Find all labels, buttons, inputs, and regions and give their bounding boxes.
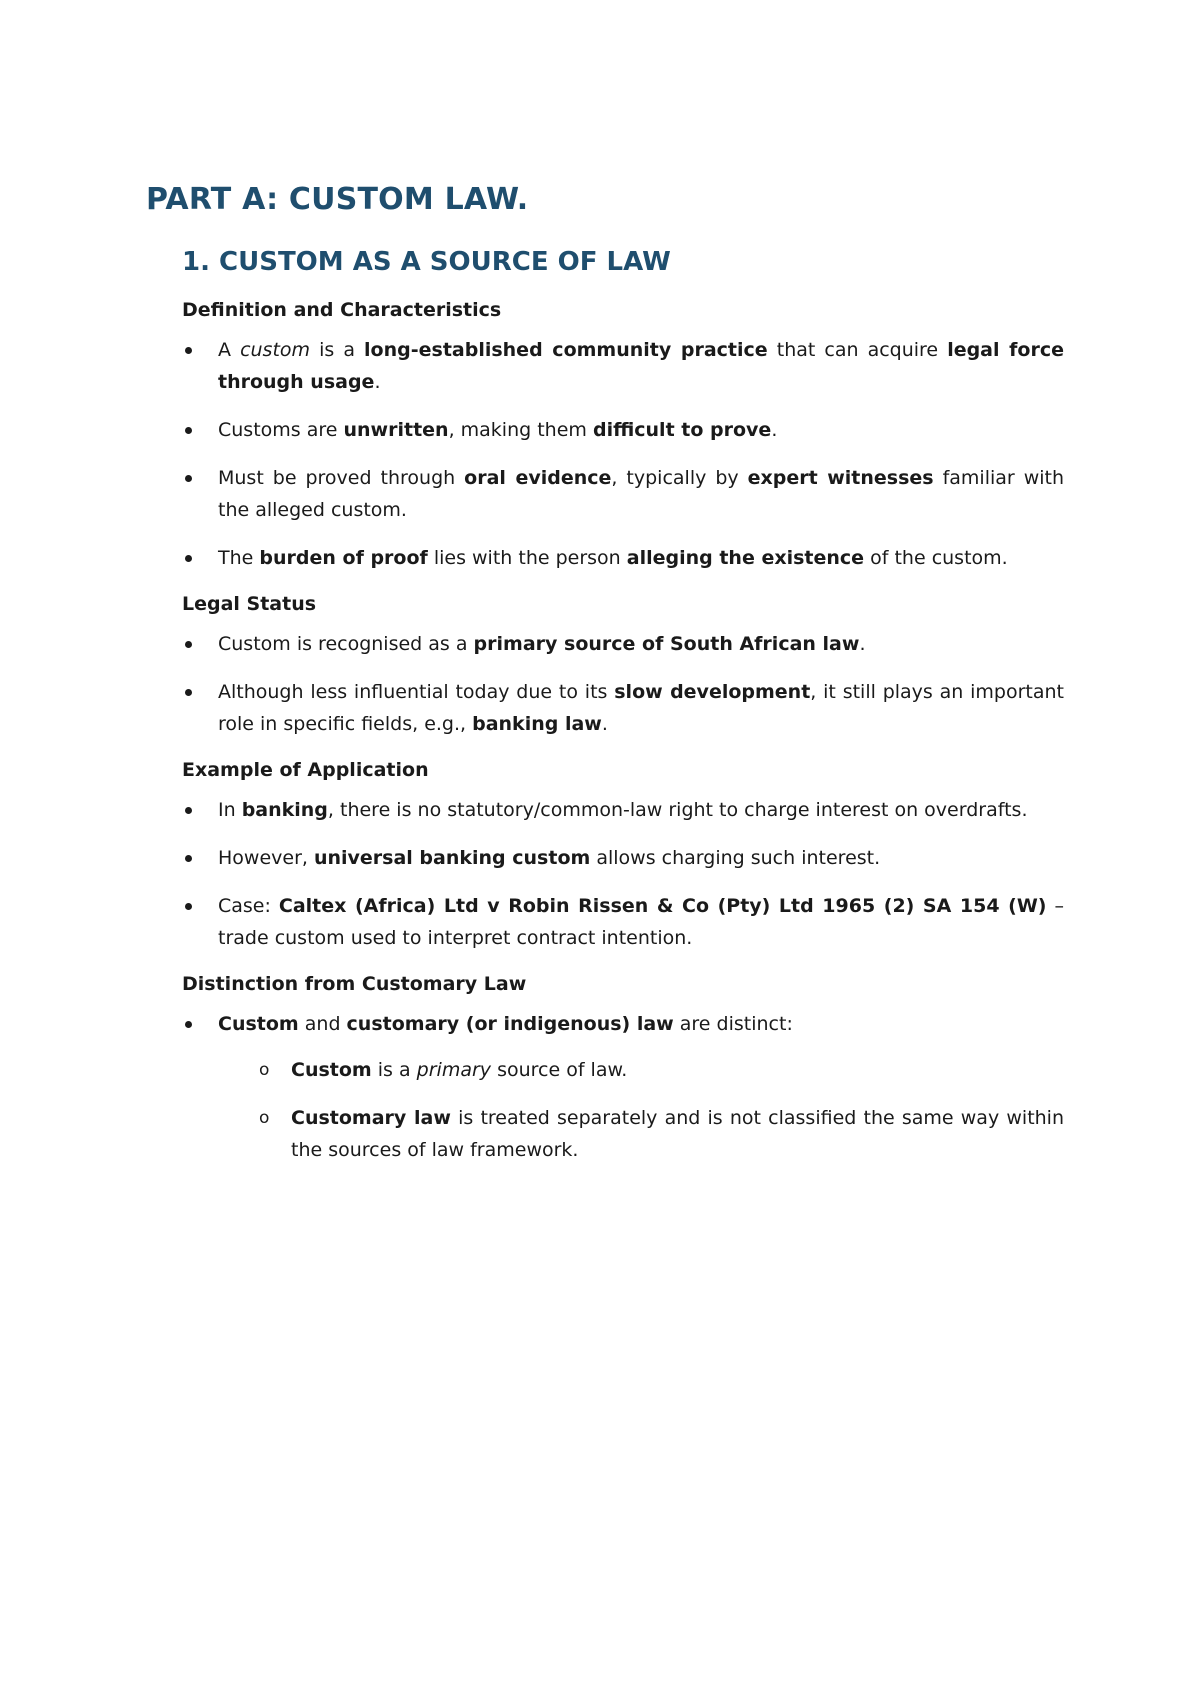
subheading-example: Example of Application bbox=[182, 759, 429, 781]
text-run: Although less influential today due to its bbox=[218, 681, 615, 703]
list-item bbox=[182, 794, 1064, 826]
document-content bbox=[146, 180, 1064, 1182]
subheading-definition: Definition and Characteristics bbox=[182, 299, 502, 321]
text-run: . bbox=[771, 419, 778, 441]
text-run: . bbox=[859, 633, 866, 655]
sub-list-item bbox=[254, 1054, 1064, 1086]
text-run: , it still plays an important role in specific fields, e.g., bbox=[218, 681, 1065, 735]
text-run-italic: custom bbox=[240, 339, 311, 361]
text-run: that can acquire bbox=[767, 339, 948, 361]
text-run: – trade custom used to interpret contract intention. bbox=[218, 895, 1064, 949]
text-run: allows charging such interest. bbox=[590, 847, 881, 869]
text-run-bold: burden of proof bbox=[259, 547, 428, 569]
text-run: In bbox=[218, 799, 242, 821]
bullet-icon bbox=[185, 347, 192, 354]
text-run: , typically by bbox=[611, 467, 748, 489]
text-run-bold: difficult to prove bbox=[592, 419, 772, 441]
text-run: are distinct: bbox=[673, 1013, 793, 1035]
section-title: 1. CUSTOM AS A SOURCE OF LAW bbox=[182, 247, 671, 277]
text-run-bold: Custom bbox=[291, 1059, 372, 1081]
text-run-bold: customary (or indigenous) law bbox=[346, 1013, 674, 1035]
text-run-bold: primary source of South African law bbox=[473, 633, 860, 655]
subheading-distinction: Distinction from Customary Law bbox=[182, 973, 527, 995]
text-run: , making them bbox=[448, 419, 593, 441]
text-run: Case: bbox=[218, 895, 279, 917]
text-run: lies with the person bbox=[427, 547, 627, 569]
text-run-bold: banking law bbox=[472, 713, 602, 735]
text-run: of the custom. bbox=[864, 547, 1008, 569]
text-run: Must be proved through bbox=[218, 467, 465, 489]
list-item bbox=[182, 842, 1064, 874]
list-item bbox=[182, 1008, 1064, 1166]
text-run: and bbox=[298, 1013, 347, 1035]
sub-list-item bbox=[254, 1102, 1064, 1166]
list-item bbox=[182, 676, 1064, 740]
bullet-icon bbox=[185, 475, 192, 482]
case-citation: Caltex (Africa) Ltd v Robin Rissen & Co (Pty) Ltd 1965 (2) SA 154 (W) bbox=[278, 895, 1047, 917]
bullet-icon bbox=[185, 555, 192, 562]
bullet-icon bbox=[185, 903, 192, 910]
list-item bbox=[182, 542, 1064, 574]
text-run-bold: Custom bbox=[218, 1013, 299, 1035]
text-run-italic: primary bbox=[416, 1059, 492, 1081]
text-run-bold: legal force through usage bbox=[218, 339, 1064, 393]
text-run: , there is no statutory/common-law right to charge interest on overdrafts. bbox=[327, 799, 1028, 821]
example-list bbox=[182, 794, 1064, 954]
distinction-sublist bbox=[254, 1054, 1064, 1166]
bullet-icon bbox=[185, 427, 192, 434]
sub-bullet-icon: o bbox=[259, 1060, 270, 1080]
text-run: familiar with the alleged custom. bbox=[218, 467, 1065, 521]
text-run: is treated separately and is not classified the same way within the sources of law framework. bbox=[291, 1107, 1065, 1161]
bullet-icon bbox=[185, 1021, 192, 1028]
text-run-bold: long-established community practice bbox=[364, 339, 768, 361]
text-run-bold: unwritten bbox=[343, 419, 449, 441]
text-run: However, bbox=[218, 847, 314, 869]
text-run-bold: universal banking custom bbox=[313, 847, 591, 869]
sub-bullet-icon: o bbox=[259, 1108, 270, 1128]
bullet-icon bbox=[185, 689, 192, 696]
list-item bbox=[182, 414, 1064, 446]
list-item bbox=[182, 334, 1064, 398]
legal-status-list bbox=[182, 628, 1064, 740]
text-run-bold: alleging the existence bbox=[626, 547, 865, 569]
subheading-legal-status: Legal Status bbox=[182, 593, 317, 615]
text-run: is a bbox=[371, 1059, 417, 1081]
bullet-icon bbox=[185, 855, 192, 862]
list-item bbox=[182, 890, 1064, 954]
text-run: is a bbox=[310, 339, 365, 361]
section-body bbox=[182, 296, 1064, 1166]
list-item bbox=[182, 628, 1064, 660]
list-item bbox=[182, 462, 1064, 526]
text-run: Custom is recognised as a bbox=[218, 633, 474, 655]
text-run: The bbox=[218, 547, 260, 569]
text-run-bold: Customary law bbox=[291, 1107, 451, 1129]
text-run: A bbox=[218, 339, 241, 361]
text-run-bold: expert witnesses bbox=[747, 467, 934, 489]
bullet-icon bbox=[185, 807, 192, 814]
text-run: source of law. bbox=[491, 1059, 628, 1081]
distinction-list bbox=[182, 1008, 1064, 1166]
text-run: . bbox=[601, 713, 608, 735]
text-run-bold: oral evidence bbox=[464, 467, 612, 489]
text-run: Customs are bbox=[218, 419, 344, 441]
text-run: . bbox=[374, 371, 381, 393]
part-title: PART A: CUSTOM LAW. bbox=[146, 182, 529, 217]
bullet-icon bbox=[185, 641, 192, 648]
text-run-bold: banking bbox=[241, 799, 328, 821]
text-run-bold: slow development bbox=[614, 681, 811, 703]
definition-list bbox=[182, 334, 1064, 574]
